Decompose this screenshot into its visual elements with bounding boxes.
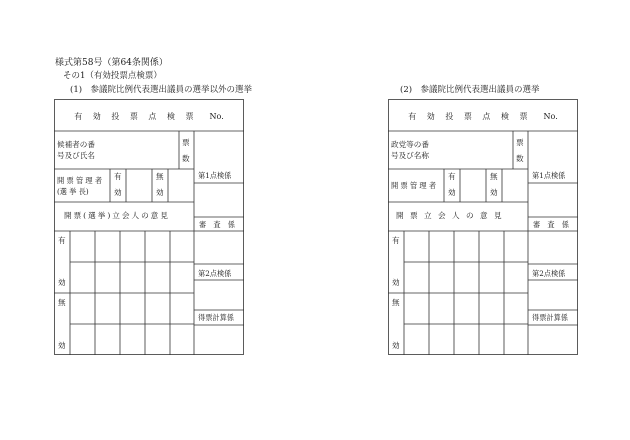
left-check2: 第2点検係: [198, 269, 232, 278]
right-side-valid-1: 有: [392, 236, 400, 245]
left-votes-1: 票: [182, 138, 190, 147]
right-votes-1: 票: [516, 138, 524, 147]
sub-label: その1（有効投票点検票）: [63, 71, 162, 81]
right-votes-2: 数: [516, 154, 524, 163]
right-calc: 得票計算係: [532, 313, 568, 322]
right-form: [388, 99, 578, 355]
left-side-invalid-2: 効: [58, 341, 66, 350]
right-invalid-2: 効: [490, 188, 498, 197]
right-check1: 第1点検係: [532, 171, 566, 180]
left-invalid-1: 無: [156, 172, 164, 181]
left-side-invalid-1: 無: [58, 298, 66, 307]
left-side-valid-1: 有: [58, 236, 66, 245]
right-invalid-1: 無: [490, 172, 498, 181]
left-manager-2: (選 挙 長): [57, 187, 89, 196]
right-valid-2: 効: [448, 188, 456, 197]
right-side-invalid-2: 効: [392, 341, 400, 350]
right-review: 審 査 係: [533, 220, 569, 229]
left-opinion: 開票(選挙)立会人の意見: [64, 211, 170, 220]
right-side-invalid-1: 無: [392, 298, 400, 307]
right-title: 有 効 投 票 点 検 票 No.: [408, 112, 558, 121]
left-caption: (1) 参議院比例代表選出議員の選挙以外の選挙: [70, 85, 253, 95]
right-valid-1: 有: [448, 172, 456, 181]
right-manager-1: 開 票 管 理 者: [391, 181, 437, 190]
right-name-label-1: 政党等の番: [391, 140, 429, 149]
left-side-valid-2: 効: [58, 278, 66, 287]
left-title: 有 効 投 票 点 検 票 No.: [74, 112, 224, 121]
left-form: [54, 99, 244, 355]
left-calc: 得票計算係: [198, 313, 234, 322]
right-side-valid-2: 効: [392, 278, 400, 287]
left-votes-2: 数: [182, 154, 190, 163]
left-manager-1: 開 票 管 理 者: [57, 176, 103, 185]
left-name-label-2: 号及び氏名: [57, 151, 95, 160]
left-name-label-1: 候補者の番: [57, 140, 95, 149]
left-check1: 第1点検係: [198, 171, 232, 180]
right-name-label-2: 号及び名称: [391, 151, 429, 160]
right-caption: (2) 参議院比例代表選出議員の選挙: [400, 85, 540, 95]
right-opinion: 開 票 立 会 人 の 意 見: [396, 211, 504, 220]
right-check2: 第2点検係: [532, 269, 566, 278]
form-label: 様式第58号（第64条関係）: [55, 58, 168, 68]
left-valid-1: 有: [114, 172, 122, 181]
left-review: 審 査 係: [199, 220, 235, 229]
left-valid-2: 効: [114, 188, 122, 197]
left-invalid-2: 効: [156, 188, 164, 197]
